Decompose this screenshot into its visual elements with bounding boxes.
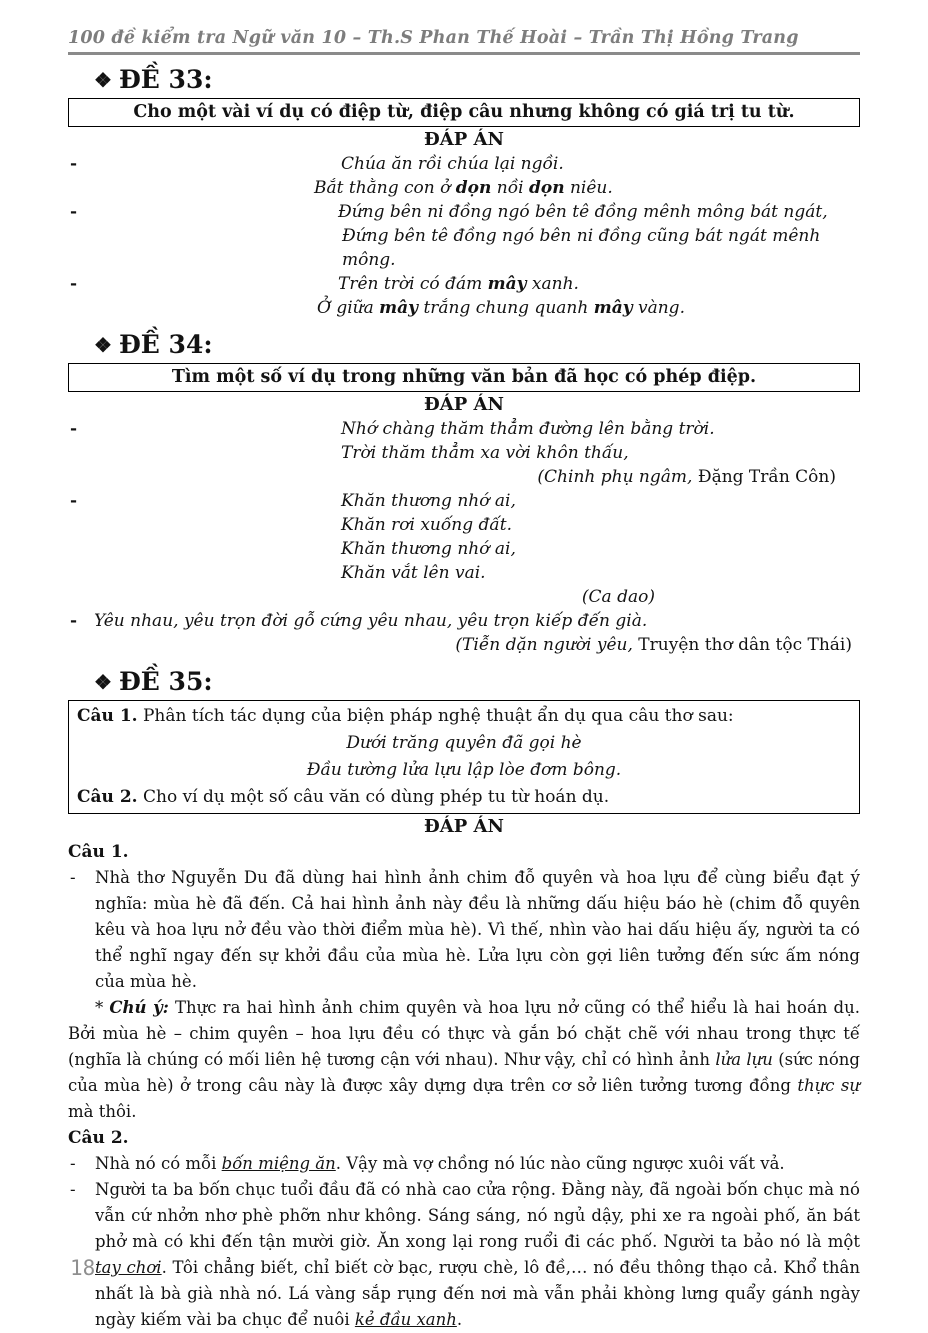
verse-group xyxy=(68,200,860,272)
bullet-dash: - xyxy=(70,1154,76,1173)
bullet-dash: - xyxy=(70,419,78,439)
diamond-icon: ❖ xyxy=(94,670,112,694)
de-33-heading-text: ĐỀ 33: xyxy=(118,65,213,94)
answer-key-heading: ĐÁP ÁN xyxy=(424,394,504,415)
page-number: 18 xyxy=(70,1256,96,1280)
cau-2-heading: Câu 2. xyxy=(68,1128,129,1148)
bullet-dash: - xyxy=(70,868,76,887)
de-35-prompt-box xyxy=(68,700,860,814)
de-33-prompt-text: Cho một vài ví dụ có điệp từ, điệp câu nhưng không có giá trị tu từ. xyxy=(133,102,795,122)
answer-bullet xyxy=(68,865,860,995)
diamond-icon: ❖ xyxy=(94,333,112,357)
page-header xyxy=(68,28,860,55)
verse-attribution: (Chinh phụ ngâm, Đặng Trần Côn) xyxy=(537,467,836,487)
section-de-34 xyxy=(68,330,860,657)
answer-paragraph: Nhà nó có mỗi bốn miệng ăn. Vậy mà vợ chồng nó lúc nào cũng ngược xuôi vất vả. xyxy=(95,1154,785,1173)
bullet-dash: - xyxy=(70,202,78,222)
header-title: 100 đề kiểm tra Ngữ văn 10 – Th.S Phan Thế Hoài – Trần Thị Hồng Trang xyxy=(68,28,799,48)
verse-line: Nhớ chàng thăm thẳm đường lên bằng trời. xyxy=(341,419,715,439)
verse-group xyxy=(68,489,860,609)
bullet-dash: - xyxy=(70,491,78,511)
verse-line: Chúa ăn rồi chúa lại ngồi. xyxy=(341,154,564,174)
answer-bullet xyxy=(68,1177,860,1333)
section-de-35 xyxy=(68,667,860,1333)
verse-group xyxy=(68,272,860,320)
de-35-heading xyxy=(94,667,860,697)
exercise-verse-line: Dưới trăng quyên đã gọi hè xyxy=(346,733,582,753)
diamond-icon: ❖ xyxy=(94,68,112,92)
de-34-heading-text: ĐỀ 34: xyxy=(118,330,213,359)
note-paragraph: * Chú ý: Thực ra hai hình ảnh chim quyên và hoa lựu nở cũng có thể hiểu là hai hoán dụ. Bởi mùa hè – chim quyên – hoa lựu đều có thực và gắn bó chặt chẽ với nhau trong thực tế (nghĩa là chúng có mối liên hệ tương cận với nhau). Như vậy, chỉ có hình ảnh lửa lựu (sức nóng của mùa hè) ở trong câu này là được xây dựng dựa trên cơ sở liên tưởng tương đồng thực sự mà thôi. xyxy=(68,998,860,1121)
de-34-prompt-box xyxy=(68,363,860,392)
answer-key-heading: ĐÁP ÁN xyxy=(424,816,504,837)
de-34-heading xyxy=(94,330,860,360)
verse-attribution: (Ca dao) xyxy=(581,587,655,607)
exercise-question-1: Câu 1. Phân tích tác dụng của biện pháp nghệ thuật ẩn dụ qua câu thơ sau: xyxy=(77,706,734,726)
verse-line: Đứng bên tê đồng ngó bên ni đồng cũng bát ngát mênh mông. xyxy=(342,226,821,270)
bullet-dash: - xyxy=(70,274,78,294)
de-35-heading-text: ĐỀ 35: xyxy=(118,667,213,696)
bullet-dash: - xyxy=(70,154,78,174)
verse-line: Yêu nhau, yêu trọn đời gỗ cứng yêu nhau, yêu trọn kiếp đến già. xyxy=(94,611,648,631)
exercise-question-2: Câu 2. Cho ví dụ một số câu văn có dùng phép tu từ hoán dụ. xyxy=(77,787,610,807)
de-33-prompt-box xyxy=(68,98,860,127)
verse-line: Khăn thương nhớ ai, xyxy=(341,491,516,511)
verse-line: Trời thăm thẳm xa vời khôn thấu, xyxy=(341,443,629,463)
bullet-dash: - xyxy=(70,611,78,631)
verse-line: Khăn thương nhớ ai, xyxy=(341,539,516,559)
verse-line: Bắt thằng con ở dọn nồi dọn niêu. xyxy=(314,178,613,198)
verse-attribution: (Tiễn dặn người yêu, Truyện thơ dân tộc Thái) xyxy=(455,635,852,655)
verse-line: Khăn vắt lên vai. xyxy=(341,563,486,583)
answer-paragraph: Nhà thơ Nguyễn Du đã dùng hai hình ảnh chim đỗ quyên và hoa lựu để cùng biểu đạt ý nghĩa: mùa hè đã đến. Cả hai hình ảnh này đều là những dấu hiệu báo hè (chim đỗ quyên kêu và hoa lựu nở đều vào thời điểm mùa hè). Vì thế, nhìn vào hai dấu hiệu ấy, người ta có thể nghĩ ngay đến sự khởi đầu của mùa hè. Lửa lựu còn gợi liên tưởng đến sức ấm nóng của mùa hè. xyxy=(95,868,860,991)
answer-key-heading: ĐÁP ÁN xyxy=(424,129,504,150)
verse-group xyxy=(68,152,860,200)
de-34-prompt-text: Tìm một số ví dụ trong những văn bản đã học có phép điệp. xyxy=(171,367,757,387)
verse-line: Ở giữa mây trắng chung quanh mây vàng. xyxy=(317,298,685,318)
verse-line: Đứng bên ni đồng ngó bên tê đồng mênh mông bát ngát, xyxy=(338,202,828,222)
exercise-verse-line: Đầu tường lửa lựu lập lòe đơm bông. xyxy=(306,760,622,780)
answer-bullet xyxy=(68,1151,860,1177)
verse-group xyxy=(68,609,860,657)
answer-paragraph: Người ta ba bốn chục tuổi đầu đã có nhà cao cửa rộng. Đằng này, đã ngoài bốn chục mà nó vẫn cứ nhởn nhơ phè phỡn như không. Sáng sáng, nó ngủ dậy, phi xe ra ngoài phố, ăn bát phở mà có khi đến tận mười giờ. Ăn xong lại rong ruổi đi các phố. Người ta bảo nó là một tay chơi. Tôi chẳng biết, chỉ biết cờ bạc, rượu chè, lô đề,… nó đều thông thạo cả. Khổ thân nhất là bà già nhà nó. Lá vàng sắp rụng đến nơi mà vẫn phải khòng lưng quẩy gánh ngày ngày kiếm vài ba chục để nuôi kẻ đầu xanh. xyxy=(95,1180,860,1329)
verse-line: Khăn rơi xuống đất. xyxy=(341,515,513,535)
bullet-dash: - xyxy=(70,1180,76,1199)
verse-group xyxy=(68,417,860,489)
de-33-heading xyxy=(94,65,860,95)
section-de-33 xyxy=(68,65,860,320)
verse-line: Trên trời có đám mây xanh. xyxy=(338,274,579,294)
cau-1-heading: Câu 1. xyxy=(68,842,129,862)
